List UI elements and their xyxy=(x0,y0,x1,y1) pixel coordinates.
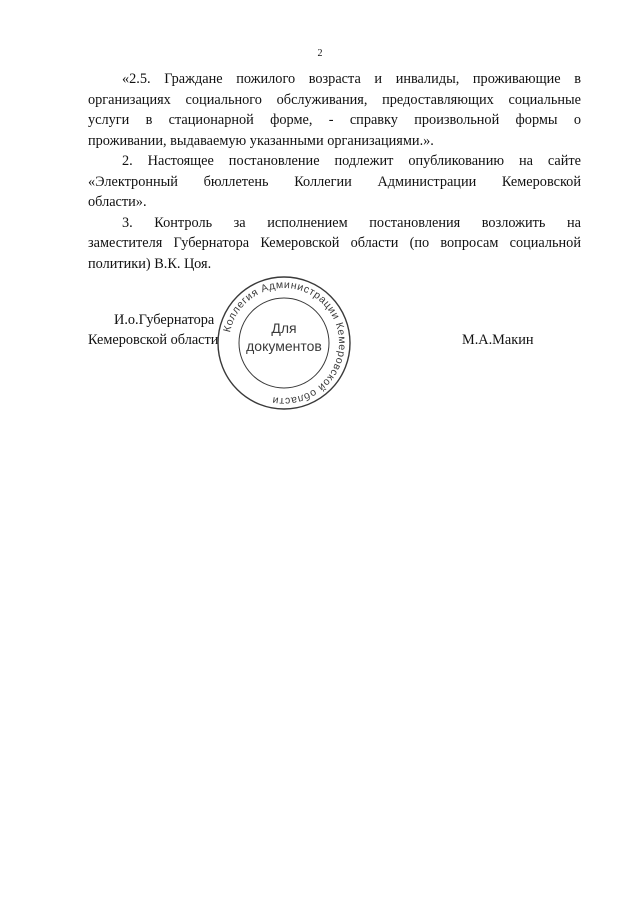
paragraph-line: «2.5. Граждане пожилого возраста и инвалиды, проживающие в xyxy=(122,71,581,87)
signatory-organization: Кемеровской области xyxy=(88,332,219,348)
paragraph-item-2-5 xyxy=(88,69,581,151)
document-body xyxy=(88,69,581,274)
paragraph-line: «Электронный бюллетень Коллегии Администрации Кемеровской xyxy=(88,173,581,190)
stamp-center-text xyxy=(246,320,322,354)
paragraph-line: услуги в стационарной форме, - справку произвольной формы о xyxy=(88,112,581,128)
signatory-position: И.о.Губернатора xyxy=(114,312,215,328)
paragraph-line: 2. Настоящее постановление подлежит опубликованию на сайте xyxy=(122,153,581,169)
svg-text:Для: Для xyxy=(271,320,297,336)
page-number: 2 xyxy=(317,48,323,59)
paragraph-line: проживании, выдаваемую указанными организациями.». xyxy=(88,132,434,149)
paragraph-line: области». xyxy=(88,194,147,210)
paragraph-publication xyxy=(88,151,581,213)
paragraph-line: организациях социального обслуживания, предоставляющих социальные xyxy=(88,91,581,108)
official-stamp xyxy=(214,273,354,413)
paragraph-line: заместителя Губернатора Кемеровской области (по вопросам социальной xyxy=(88,235,581,251)
paragraph-line: политики) В.К. Цоя. xyxy=(88,255,212,272)
paragraph-control xyxy=(88,213,581,275)
signatory-name: М.А.Макин xyxy=(462,332,534,348)
paragraph-line: 3. Контроль за исполнением постановления возложить на xyxy=(122,214,581,231)
svg-text:Коллегия Администрации Кемеров: Коллегия Администрации Кемеровской области xyxy=(221,278,349,408)
svg-text:документов: документов xyxy=(246,338,322,354)
